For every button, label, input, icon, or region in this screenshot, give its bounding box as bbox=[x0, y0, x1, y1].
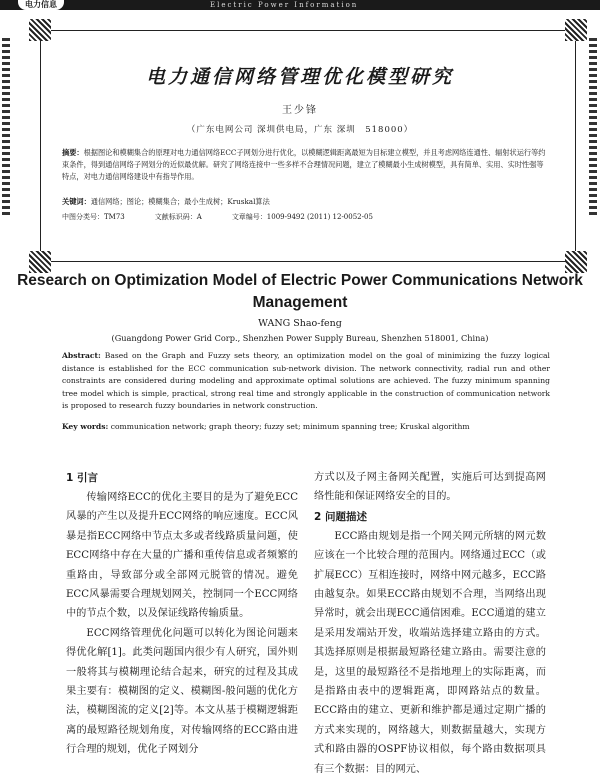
keywords-en-label: Key words: bbox=[62, 422, 109, 431]
article-number: 文章编号：1009-9492 (2011) 12-0052-05 bbox=[231, 213, 373, 221]
abstract-english bbox=[62, 350, 550, 413]
keywords-english bbox=[62, 422, 550, 431]
section-heading-problem: 2 问题描述 bbox=[314, 510, 367, 523]
corner-ornament bbox=[565, 19, 587, 41]
keywords-en-text: communication network; graph theory; fuzzy set; minimum spanning tree; Kruskal algorithm bbox=[110, 422, 470, 431]
header-bar-text: Electric Power Information bbox=[210, 1, 359, 9]
journal-tab: 电力信息 bbox=[18, 0, 64, 10]
abstract-en-label: Abstract: bbox=[62, 351, 101, 360]
author-english: WANG Shao-feng bbox=[258, 318, 342, 329]
classification-row bbox=[62, 212, 550, 222]
abstract-en-text: Based on the Graph and Fuzzy sets theory, an optimization model on the goal of minimizing the fuzzy logical distance is established for the ECC communication sub-network division. The network connectivity, radial run and other constraints are considered during modeling and approximate optimal solutions are achieved. The fuzzy minimum spanning tree model which is simple, practical, strong real time and strongly applicable in the construction of communication network is proposed to research fuzzy boundaries in network construction. bbox=[62, 351, 550, 411]
affiliation-english: (Guangdong Power Grid Corp., Shenzhen Power Supply Bureau, Shenzhen 518001, China) bbox=[111, 333, 489, 343]
body-paragraph: 方式以及子网主备网关配置，实施后可达到提高网络性能和保证网络安全的目的。 bbox=[314, 472, 546, 503]
clc-number: 中图分类号：TM73 bbox=[62, 213, 125, 221]
body-column-right bbox=[314, 468, 546, 779]
section-heading-intro: 1 引言 bbox=[66, 472, 98, 484]
journal-header-bar bbox=[0, 0, 600, 10]
abstract-chinese bbox=[62, 147, 550, 183]
body-paragraph: ECC网络管理优化问题可以转化为图论问题来得优化解[1]。此类问题国内很少有人研究，国外则一般将其与模糊理论结合起来，研究的过程及其成果主要有：模糊图的定义、模糊图-般问题的优化方法，模糊图流的定义[2]等。本文从基于模糊逻辑距离的最短路径规划角度，对传输网络的ECC路由进行合理的规划，优化子网划分 bbox=[66, 627, 298, 756]
affiliation-chinese: （广东电网公司 深圳供电局，广东 深圳 518000） bbox=[186, 125, 414, 135]
body-paragraph: 传输网络ECC的优化主要目的是为了避免ECC风暴的产生以及提升ECC网络的响应速度。ECC风暴是指ECC网络中节点太多或者线路质量问题，使ECC网络中存在大量的广播和重传信息或者频繁的重路由，导致部分或全部网元脱管的情况。避免ECC风暴需要合理规划网关，控制同一个ECC网络中的节点个数，以及保证线路传输质量。 bbox=[66, 492, 298, 620]
body-column-left bbox=[66, 468, 298, 760]
keywords-chinese bbox=[62, 197, 550, 207]
corner-ornament bbox=[29, 19, 51, 41]
title-english: Research on Optimization Model of Electric Power Communications Network Management bbox=[17, 272, 583, 311]
document-code: 文献标识码：A bbox=[154, 213, 202, 221]
keywords-cn-text: 通信网络；图论；模糊集合；最小生成树；Kruskal算法 bbox=[90, 197, 270, 206]
abstract-cn-text: 根据图论和模糊集合的原理对电力通信网络ECC子网划分进行优化，以模糊逻辑距离最短为目标建立模型，并且考虑网络连通性、辐射状运行等约束条件，得到通信网络子网划分的近似最优解。研究了网络连接中一些多样不合理情况问题，建立了模糊最小生成树模型，具有简单、实用、实时性强等特点，对电力通信网络建设中有指导作用。 bbox=[62, 148, 546, 181]
author-chinese: 王少锋 bbox=[282, 105, 318, 116]
keywords-cn-label: 关键词： bbox=[62, 197, 91, 206]
abstract-cn-label: 摘要： bbox=[62, 148, 84, 157]
title-chinese: 电力通信网络管理优化模型研究 bbox=[145, 66, 454, 88]
body-paragraph: ECC路由规划是指一个网关网元所辖的网元数应该在一个比较合理的范围内。网络通过ECC（或扩展ECC）互相连接时，网络中网元越多，ECC路由越复杂。如果ECC路由规划不合理，当网络出现异常时，就会出现ECC通信困难。ECC通道的建立是采用发端站开发，收端站选择建立路由的方式。其选择原则是根据最短路径建立路由。需要注意的是，这里的最短路径不是指地理上的实际距离，而是指路由表中的逻辑距离，即网路站点的数量。ECC路由的建立、更新和维护都是通过定期广播的方式来实现的，网络越大，则数据量越大，实现方式和路由器的OSPF协议相似，每个路由数据项具有三个数据：目的网元、 bbox=[314, 530, 546, 775]
